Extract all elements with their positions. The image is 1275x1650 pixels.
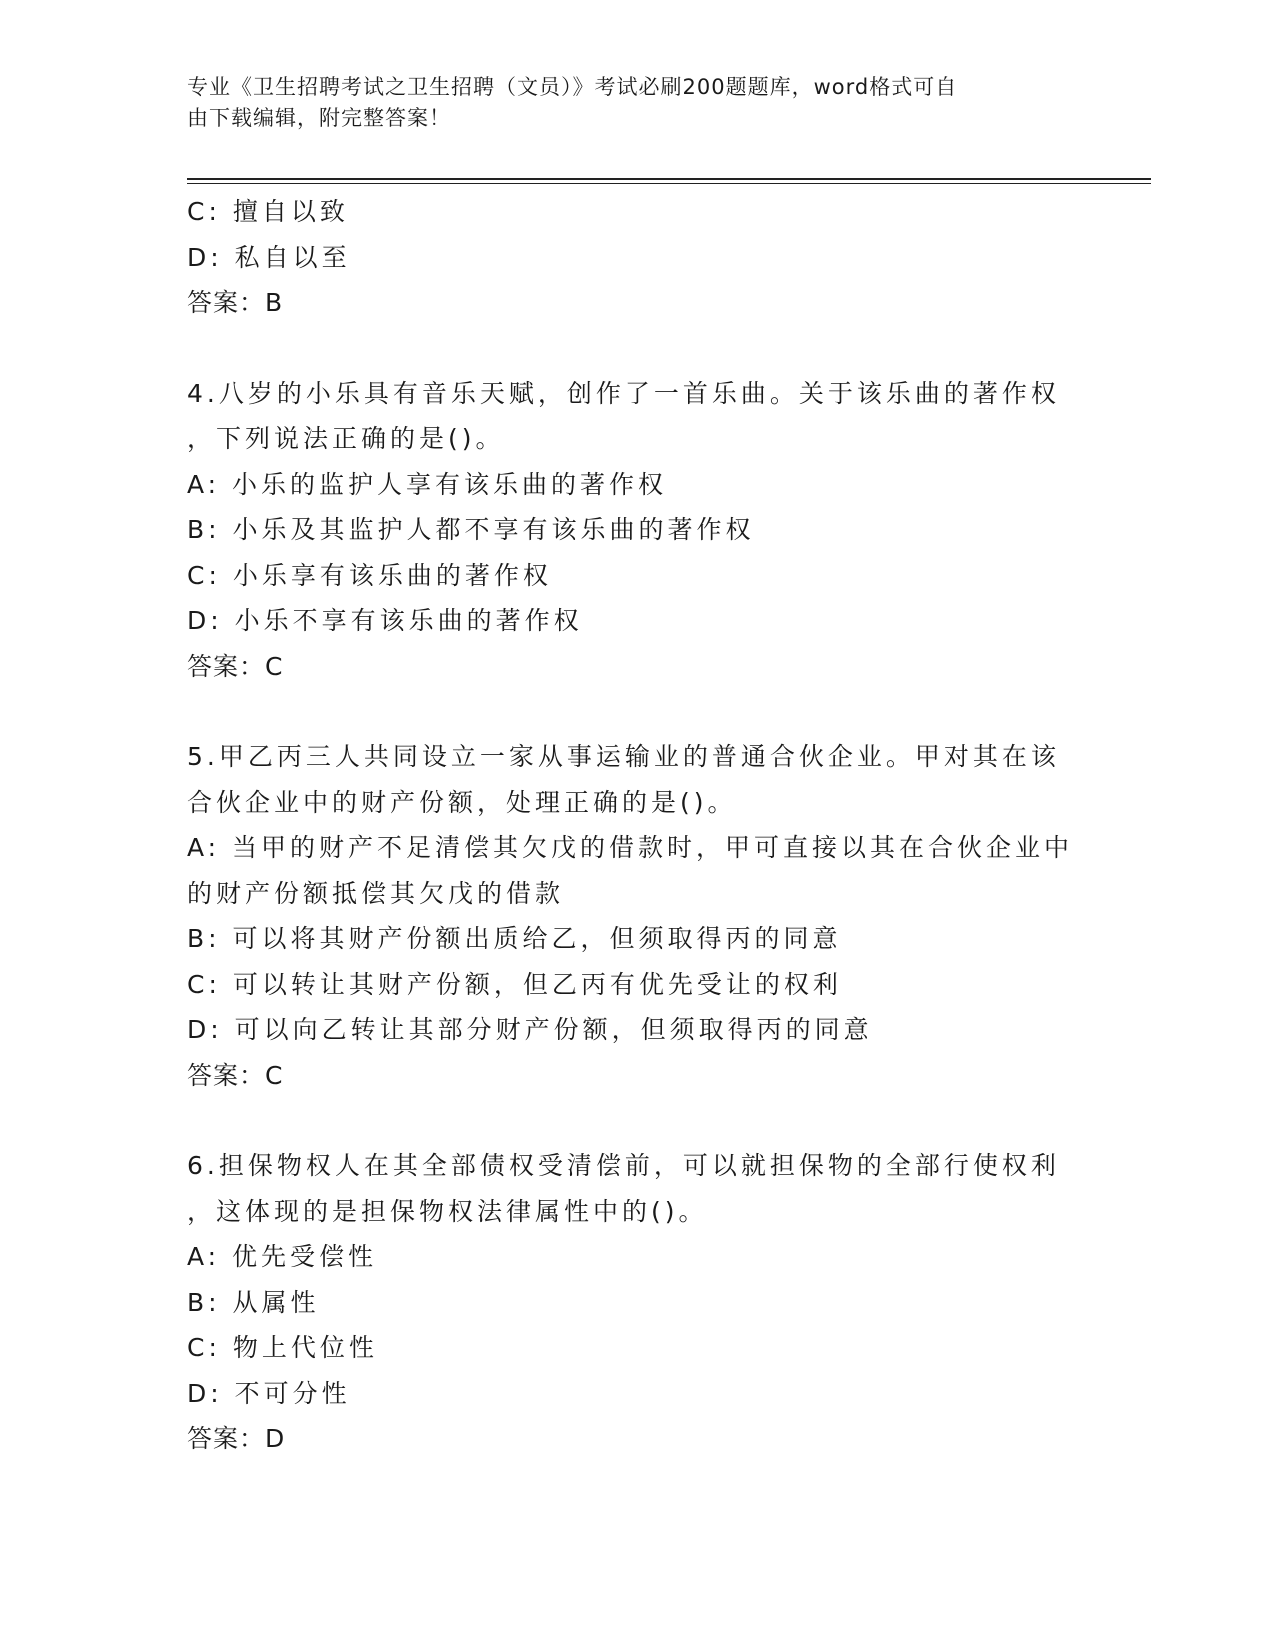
question-stem-line: 5.甲乙丙三人共同设立一家从事运输业的普通合伙企业。甲对其在该: [187, 742, 1060, 771]
question-stem-line: 6.担保物权人在其全部债权受清偿前，可以就担保物的全部行使权利: [187, 1151, 1060, 1180]
option-b: B: 可以将其财产份额出质给乙，但须取得丙的同意: [187, 924, 842, 953]
question-6: [187, 1143, 1087, 1462]
spacer: [187, 1098, 1087, 1143]
question-3-continued: [187, 189, 1087, 326]
spacer: [187, 689, 1087, 734]
option-d: D: 私自以至: [187, 242, 351, 272]
option-b: B: 从属性: [187, 1287, 320, 1317]
header-divider-thick: [187, 178, 1151, 180]
answer-line: 答案：C: [187, 651, 284, 681]
header-line-1: 专业《卫生招聘考试之卫生招聘（文员）》考试必刷200题题库，word格式可自: [187, 75, 958, 99]
spacer: [187, 326, 1087, 371]
option-d: D: 小乐不享有该乐曲的著作权: [187, 606, 583, 635]
option-a: A: 当甲的财产不足清偿其欠戊的借款时，甲可直接以其在合伙企业中: [187, 833, 1074, 862]
question-stem-line: 合伙企业中的财产份额，处理正确的是()。: [187, 787, 737, 817]
option-c: C: 可以转让其财产份额，但乙丙有优先受让的权利: [187, 969, 842, 999]
document-body: [187, 189, 1087, 1462]
option-a: A: 小乐的监护人享有该乐曲的著作权: [187, 469, 668, 499]
option-b: B: 小乐及其监护人都不享有该乐曲的著作权: [187, 515, 755, 544]
question-stem-line: ，下列说法正确的是()。: [187, 424, 505, 453]
option-c: C: 小乐享有该乐曲的著作权: [187, 560, 552, 590]
option-d: D: 不可分性: [187, 1378, 351, 1408]
option-d: D: 可以向乙转让其部分财产份额，但须取得丙的同意: [187, 1015, 873, 1044]
answer-line: 答案：C: [187, 1060, 284, 1090]
option-a-continued: 的财产份额抵偿其欠戊的借款: [187, 878, 565, 908]
answer-line: 答案：D: [187, 1424, 286, 1453]
answer-line: 答案：B: [187, 288, 284, 317]
header-line-2: 由下载编辑，附完整答案！: [187, 106, 451, 130]
question-5: [187, 734, 1087, 1098]
option-a: A: 优先受偿性: [187, 1242, 378, 1271]
question-stem-line: ，这体现的是担保物权法律属性中的()。: [187, 1196, 708, 1226]
question-4: [187, 371, 1087, 690]
option-c: C: 物上代位性: [187, 1333, 378, 1362]
header-divider-thin: [187, 183, 1151, 184]
question-stem-line: 4.八岁的小乐具有音乐天赋，创作了一首乐曲。关于该乐曲的著作权: [187, 378, 1060, 408]
document-header: [187, 72, 1087, 134]
option-c: C: 擅自以致: [187, 197, 349, 226]
